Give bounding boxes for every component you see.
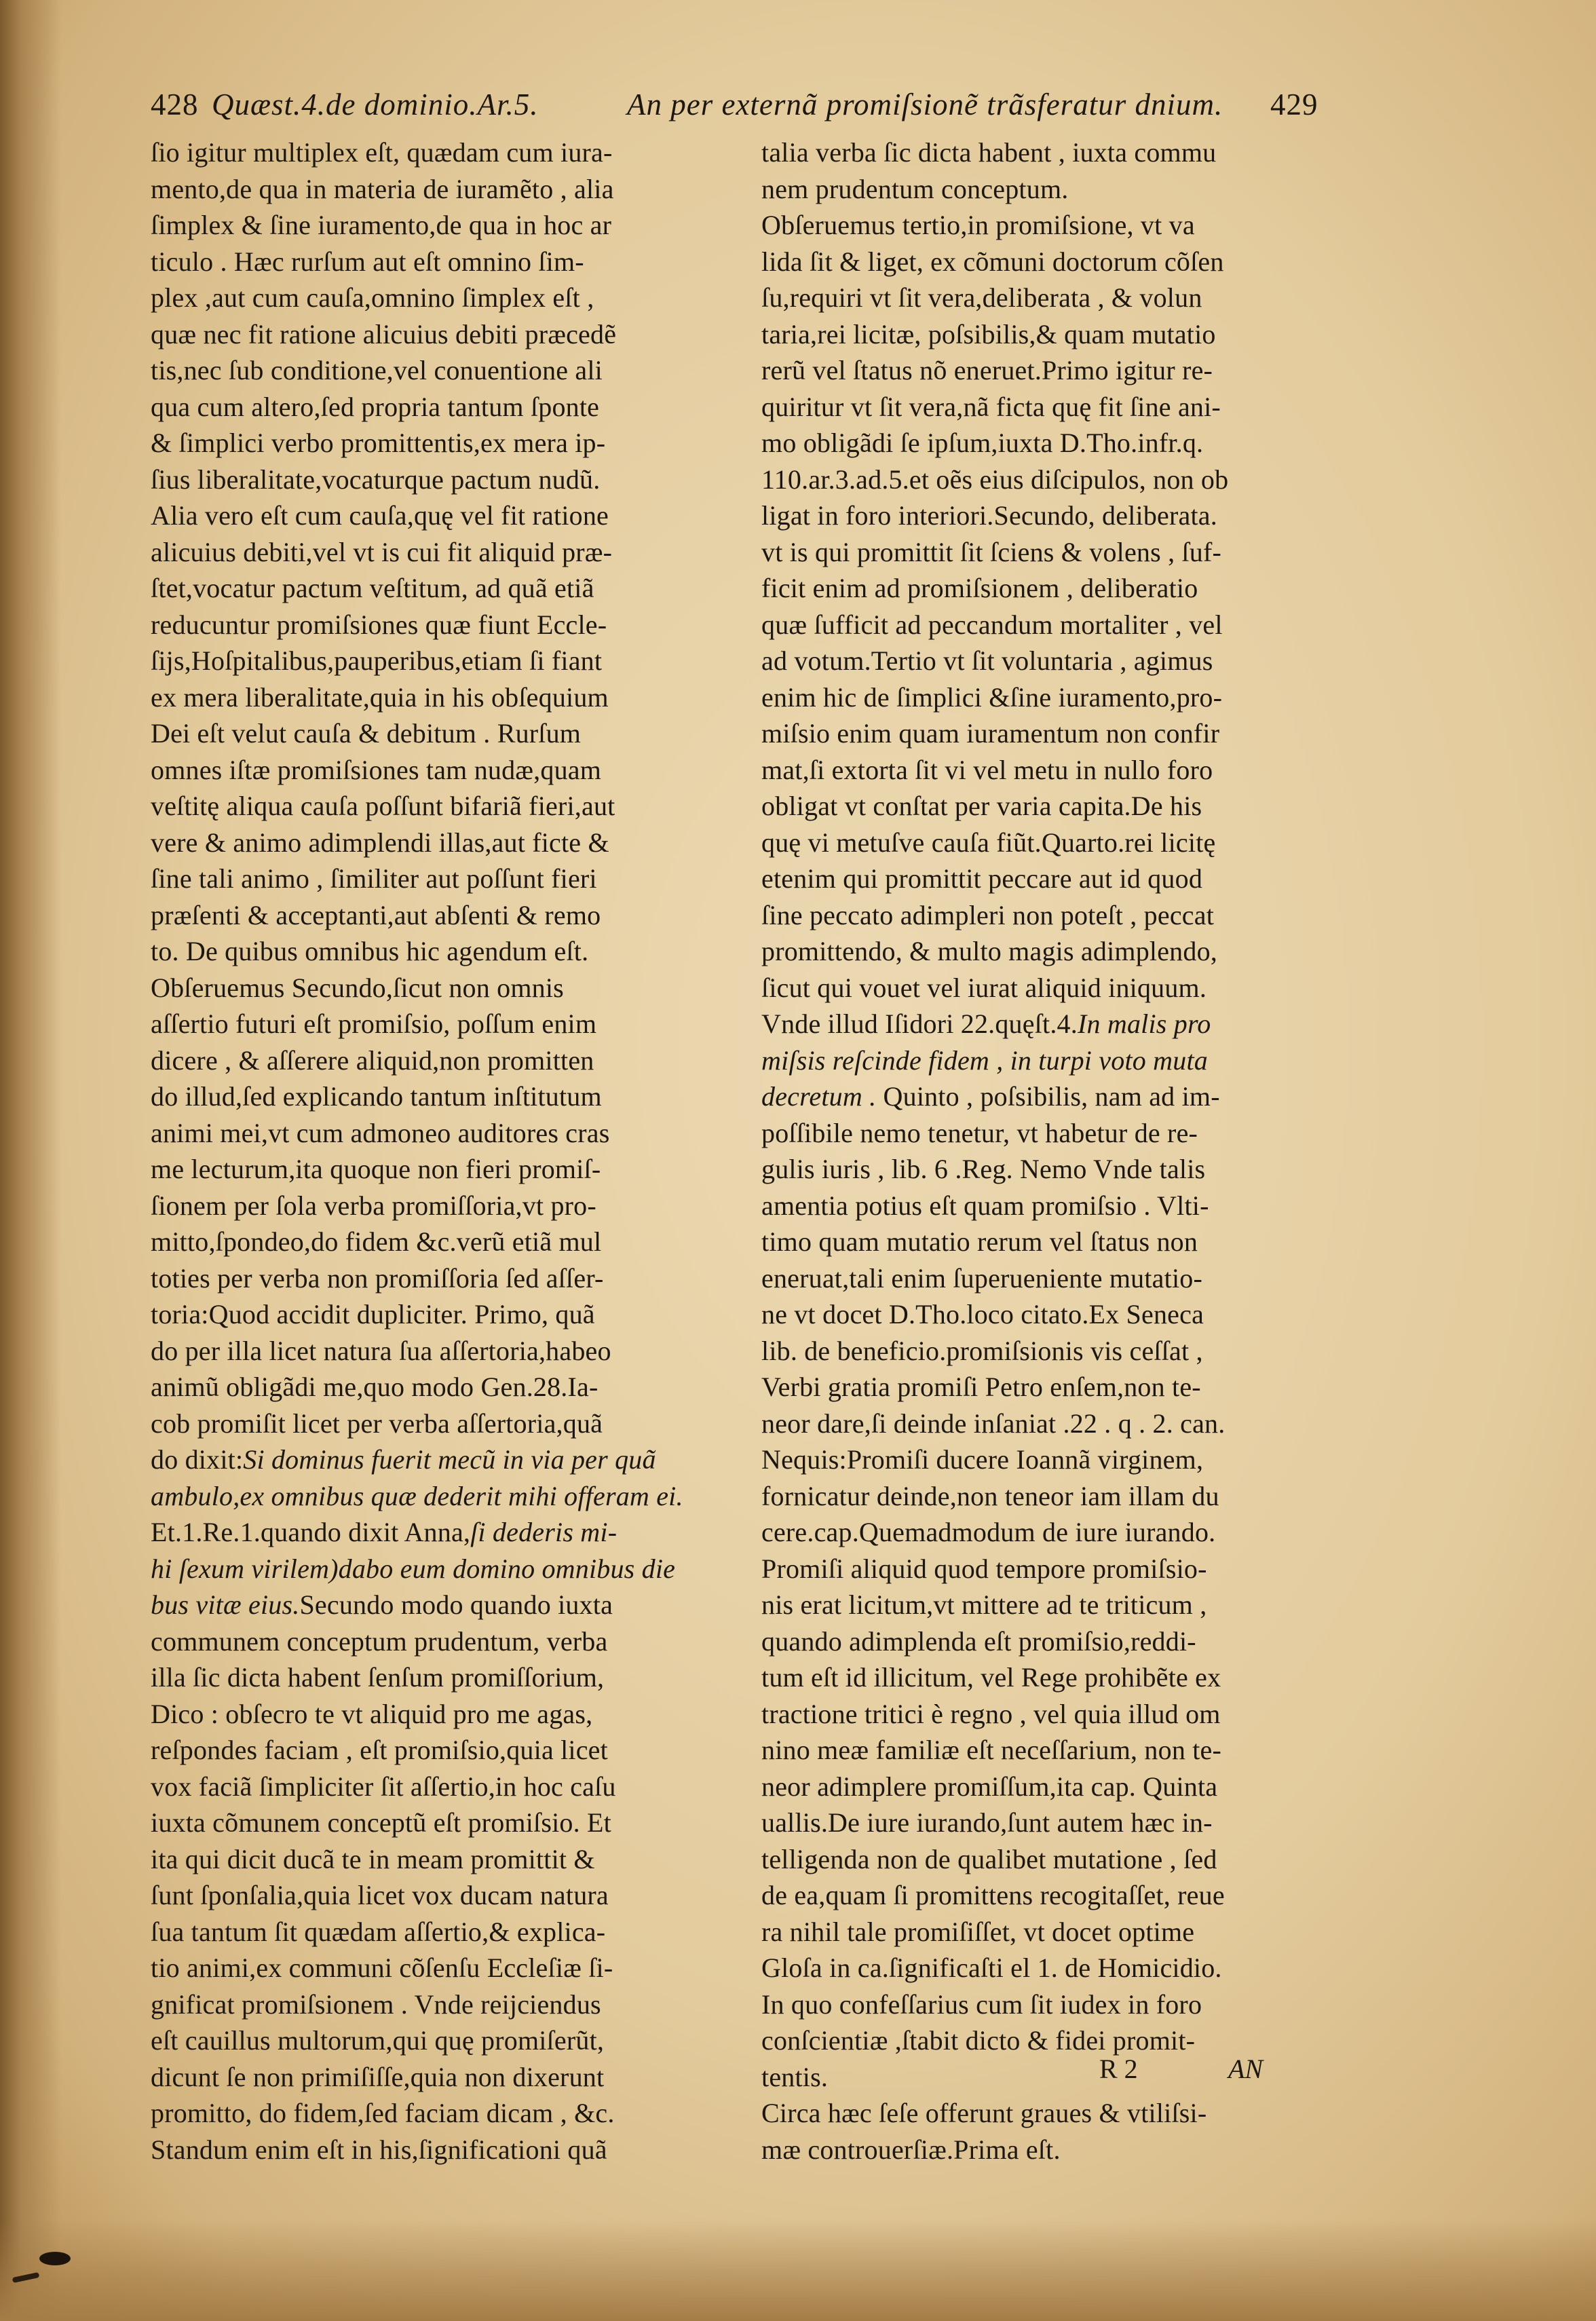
ink-blot bbox=[39, 2252, 71, 2265]
text-line: tio animi,ex communi cõſenſu Eccleſiæ ſi- bbox=[151, 1952, 613, 1983]
text-line: ſionem per ſola verba promiſſoria,vt pro- bbox=[151, 1190, 596, 1221]
text-line: Verbi gratia promiſi Petro enſem,non te- bbox=[761, 1372, 1201, 1402]
text-line: do illud,ſed explicando tantum inſtitutum bbox=[151, 1081, 602, 1112]
text-line: mento,de qua in materia de iuramẽto , alia bbox=[151, 173, 614, 204]
text-line: tis,nec ſub conditione,vel conuentione ali bbox=[151, 355, 603, 385]
text-line: ita qui dicit ducã te in meam promittit & bbox=[151, 1843, 595, 1874]
text-line: ſunt ſponſalia,quia licet vox ducam natura bbox=[151, 1880, 609, 1910]
text-line: Promiſi aliquid quod tempore promiſsio- bbox=[761, 1553, 1207, 1584]
text-line: plex ,aut cum cauſa,omnino ſimplex eſt , bbox=[151, 282, 594, 313]
text-line: illa ſic dicta habent ſenſum promiſſorium, bbox=[151, 1662, 605, 1693]
text-line: iuxta cõmunem conceptũ eſt promiſsio. Et bbox=[151, 1807, 611, 1838]
text-line: mo obligãdi ſe ipſum,iuxta D.Tho.infr.q. bbox=[761, 428, 1204, 458]
text-line bbox=[151, 1587, 710, 1623]
text-line: Circa hæc ſeſe offerunt graues & vtiliſsi- bbox=[761, 2098, 1207, 2128]
text-line: cere.cap.Quemadmodum de iure iurando. bbox=[761, 1517, 1216, 1547]
text-line: ſius liberalitate,vocaturque pactum nudũ. bbox=[151, 464, 601, 495]
text-line: communem conceptum prudentum, verba bbox=[151, 1625, 608, 1657]
text-line: Dei eſt velut cauſa & debitum . Rurſum bbox=[151, 718, 582, 749]
italic-quote: Si dominus fuerit mecũ in via per quã bbox=[243, 1444, 656, 1475]
text-line: enim hic de ſimplici &ſine iuramento,pro- bbox=[761, 681, 1223, 713]
text-line: etenim qui promittit peccare aut id quod bbox=[761, 863, 1203, 894]
text-line: quę vi metuſve cauſa fiũt.Quarto.rei licitę bbox=[761, 827, 1216, 858]
left-page-number: 428 bbox=[151, 88, 199, 121]
text-line: Dico : obſecro te vt aliquid pro me agas, bbox=[151, 1698, 593, 1729]
text-line: lida ſit & liget, ex cõmuni doctorum cõſen bbox=[761, 246, 1224, 277]
text-line: Gloſa in ca.ſignificaſti el 1. de Homicidio. bbox=[761, 1952, 1222, 1983]
text-line: mitto,ſpondeo,do fidem &c.verũ etiã mul bbox=[151, 1226, 602, 1257]
text-line: animũ obligãdi me,quo modo Gen.28.Ia- bbox=[151, 1372, 598, 1402]
text-line: ſicut qui vouet vel iurat aliquid iniquum. bbox=[761, 972, 1207, 1003]
text-line: Standum enim eſt in his,ſignificationi quã bbox=[151, 2134, 607, 2165]
text-line: alicuius debiti,vel vt is cui fit aliquid præ- bbox=[151, 536, 613, 567]
text-line: ſtet,vocatur pactum veſtitum, ad quã etiã bbox=[151, 573, 594, 603]
text-line: reducuntur promiſsiones quæ fiunt Eccle- bbox=[151, 609, 607, 640]
text-line: Alia vero eſt cum cauſa,quę vel fit ratione bbox=[151, 500, 609, 531]
text-line: toria:Quod accidit dupliciter. Primo, quã bbox=[151, 1299, 595, 1329]
left-text-column bbox=[151, 134, 710, 2168]
text-line: mæ controuerſiæ.Prima eſt. bbox=[761, 2134, 1061, 2165]
right-page-number: 429 bbox=[1270, 88, 1318, 121]
text-line: tum eſt id illicitum, vel Rege prohibẽte ex bbox=[761, 1662, 1221, 1693]
text-line: do per illa licet natura ſua aſſertoria,habeo bbox=[151, 1335, 611, 1366]
text-line: quando adimplenda eſt promiſsio,reddi- bbox=[761, 1625, 1196, 1657]
text-line bbox=[151, 1514, 710, 1551]
italic-quote: decretum . bbox=[761, 1081, 877, 1112]
text-line: ne vt docet D.Tho.loco citato.Ex Seneca bbox=[761, 1299, 1204, 1329]
text-line: miſsio enim quam iuramentum non confir bbox=[761, 718, 1220, 749]
text-line: rerũ vel ſtatus nõ eneruet.Primo igitur re- bbox=[761, 355, 1213, 385]
text-line: In quo confeſſarius cum ſit iudex in foro bbox=[761, 1988, 1202, 2020]
italic-quote: ſi dederis mi- bbox=[470, 1517, 618, 1547]
text-line: ad votum.Tertio vt ſit voluntaria , agimus bbox=[761, 645, 1213, 676]
text-line: ſijs,Hoſpitalibus,pauperibus,etiam ſi fiant bbox=[151, 645, 603, 676]
text-line: de ea,quam ſi promittens recogitaſſet, reue bbox=[761, 1880, 1225, 1910]
text-line: omnes iſtæ promiſsiones tam nudæ,quam bbox=[151, 754, 602, 785]
text-line: conſcientiæ ,ſtabit dicto & fidei promit- bbox=[761, 2025, 1196, 2056]
text-line: 110.ar.3.ad.5.et oẽs eius diſcipulos, non ob bbox=[761, 464, 1229, 495]
text-line: nino meæ familiæ eſt neceſſarium, non te- bbox=[761, 1735, 1222, 1765]
text-line: aſſertio futuri eſt promiſsio, poſſum enim bbox=[151, 1008, 597, 1039]
text-line: toties per verba non promiſſoria ſed aſſer- bbox=[151, 1262, 604, 1294]
text-line: ſine tali animo , ſimiliter aut poſſunt fieri bbox=[151, 863, 597, 894]
text-line: me lecturum,ita quoque non fieri promiſ- bbox=[151, 1154, 601, 1184]
text-line: ſimplex & ſine iuramento,de qua in hoc ar bbox=[151, 210, 612, 240]
text-line: quiritur vt ſit vera,nã ficta quę fit ſine ani- bbox=[761, 391, 1221, 422]
text-run: Quinto , poſsibilis, nam ad im- bbox=[876, 1081, 1220, 1112]
text-line bbox=[761, 1006, 1325, 1042]
text-line: animi mei,vt cum admoneo auditores cras bbox=[151, 1117, 610, 1148]
text-line: Obſeruemus tertio,in promiſsione, vt va bbox=[761, 210, 1195, 240]
text-line: to. De quibus omnibus hic agendum eſt. bbox=[151, 936, 589, 966]
text-line: fornicatur deinde,non teneor iam illam du bbox=[761, 1480, 1219, 1511]
text-line: & ſimplici verbo promittentis,ex mera ip- bbox=[151, 428, 606, 458]
text-line: ſu,requiri vt ſit vera,deliberata , & volun bbox=[761, 282, 1202, 313]
italic-quote-line: hi ſexum virilem)dabo eum domino omnibus die bbox=[151, 1553, 676, 1584]
text-line: ligat in foro interiori.Secundo, deliberata. bbox=[761, 500, 1217, 531]
text-line: nem prudentum conceptum. bbox=[761, 173, 1069, 204]
text-line bbox=[761, 1078, 1325, 1115]
text-run: Secundo modo quando iuxta bbox=[299, 1589, 613, 1620]
text-line: dicere , & aſſerere aliquid,non promitten bbox=[151, 1044, 594, 1076]
text-run: Et.1.Re.1.quando dixit Anna, bbox=[151, 1517, 471, 1547]
italic-quote: bus vitæ eius. bbox=[151, 1589, 300, 1620]
text-line: promittendo, & multo magis adimplendo, bbox=[761, 936, 1217, 966]
running-header bbox=[151, 87, 1325, 128]
text-line: Obſeruemus Secundo,ſicut non omnis bbox=[151, 972, 564, 1003]
text-line: ſua tantum ſit quædam aſſertio,& explica- bbox=[151, 1916, 606, 1947]
text-line: quæ nec fit ratione alicuius debiti præcedẽ bbox=[151, 318, 617, 350]
text-line: tractione tritici è regno , vel quia illud om bbox=[761, 1698, 1221, 1729]
text-line: præſenti & acceptanti,aut abſenti & remo bbox=[151, 899, 601, 930]
text-line: vt is qui promittit ſit ſciens & volens , ſuf- bbox=[761, 536, 1222, 567]
text-line: obligat vt conſtat per varia capita.De his bbox=[761, 791, 1202, 821]
text-line: cob promiſit licet per verba aſſertoria,quã bbox=[151, 1408, 603, 1439]
right-text-column bbox=[761, 134, 1325, 2168]
text-line: telligenda non de qualibet mutatione , ſed bbox=[761, 1843, 1217, 1874]
page-bottom-shadow bbox=[0, 2219, 1596, 2321]
right-lines-end bbox=[761, 1115, 1325, 2168]
text-line: vere & animo adimplendi illas,aut ficte & bbox=[151, 827, 609, 858]
text-line: amentia potius eſt quam promiſsio . Vlti- bbox=[761, 1190, 1209, 1221]
text-line: ticulo . Hæc rurſum aut eſt omnino ſim- bbox=[151, 246, 584, 277]
italic-quote: In malis pro bbox=[1077, 1008, 1211, 1039]
text-line: poſſibile nemo tenetur, vt habetur de re- bbox=[761, 1117, 1198, 1148]
text-line: Nequis:Promiſi ducere Ioannã virginem, bbox=[761, 1444, 1204, 1475]
text-line: mat,ſi extorta ſit vi vel metu in nullo foro bbox=[761, 754, 1213, 785]
text-line: ex mera liberalitate,quia in his obſequium bbox=[151, 681, 609, 713]
left-lines bbox=[151, 134, 710, 1441]
text-line: gnificat promiſsionem . Vnde reijciendus bbox=[151, 1988, 601, 2020]
right-running-title: An per externã promiſsionẽ trãsferatur dnium. bbox=[627, 88, 1223, 121]
text-line: uallis.De iure iurando,ſunt autem hæc in- bbox=[761, 1807, 1213, 1838]
text-line: ficit enim ad promiſsionem , deliberatio bbox=[761, 573, 1198, 603]
text-line: eſt cauillus multorum,qui quę promiſerũt, bbox=[151, 2025, 605, 2056]
text-line: dicunt ſe non primiſiſſe,quia non dixerunt bbox=[151, 2061, 605, 2092]
right-lines bbox=[761, 134, 1325, 1006]
text-line: vox faciã ſimpliciter ſit aſſertio,in hoc caſu bbox=[151, 1771, 616, 1802]
italic-quote-line: ambulo,ex omnibus quæ dederit mihi offeram ei. bbox=[151, 1480, 683, 1511]
page-edge-shadow bbox=[0, 0, 61, 2321]
text-line: eneruat,tali enim ſuperueniente mutatio- bbox=[761, 1262, 1202, 1294]
text-line: neor dare,ſi deinde inſaniat .22 . q . 2. can. bbox=[761, 1408, 1226, 1439]
text-line: reſpondes faciam , eſt promiſsio,quia licet bbox=[151, 1735, 608, 1765]
text-line: taria,rei licitæ, poſsibilis,& quam mutatio bbox=[761, 318, 1216, 350]
left-lines-end bbox=[151, 1623, 710, 2168]
text-line: quæ ſufficit ad peccandum mortaliter , vel bbox=[761, 609, 1223, 640]
text-run: do dixit: bbox=[151, 1444, 244, 1475]
text-line: nis erat licitum,vt mittere ad te triticum , bbox=[761, 1589, 1207, 1620]
text-line: ſio igitur multiplex eſt, quædam cum iura- bbox=[151, 137, 613, 168]
signature-mark: R 2 bbox=[1099, 2054, 1138, 2084]
text-line: lib. de beneficio.promiſsionis vis ceſſat , bbox=[761, 1335, 1203, 1366]
left-running-title: Quæst.4.de dominio.Ar.5. bbox=[212, 88, 539, 121]
text-line: gulis iuris , lib. 6 .Reg. Nemo Vnde talis bbox=[761, 1154, 1206, 1184]
text-line: veſtitę aliqua cauſa poſſunt bifariã fieri,aut bbox=[151, 791, 615, 821]
text-line: qua cum altero,ſed propria tantum ſponte bbox=[151, 391, 600, 422]
text-line: promitto, do fidem,ſed faciam dicam , &c. bbox=[151, 2098, 615, 2128]
text-line: ra nihil tale promiſiſſet, vt docet optime bbox=[761, 1916, 1195, 1947]
text-line: ſine peccato adimpleri non poteſt , peccat bbox=[761, 899, 1215, 930]
text-line: neor adimplere promiſſum,ita cap. Quinta bbox=[761, 1771, 1218, 1802]
catchword: AN bbox=[1228, 2054, 1264, 2084]
text-line: talia verba ſic dicta habent , iuxta commu bbox=[761, 137, 1217, 168]
text-line bbox=[151, 1441, 710, 1478]
text-line: tentis. bbox=[761, 2061, 829, 2092]
text-line: timo quam mutatio rerum vel ſtatus non bbox=[761, 1226, 1198, 1257]
italic-quote-line: miſsis reſcinde fidem , in turpi voto muta bbox=[761, 1044, 1208, 1076]
text-run: Vnde illud Iſidori 22.quęſt.4. bbox=[761, 1008, 1078, 1039]
